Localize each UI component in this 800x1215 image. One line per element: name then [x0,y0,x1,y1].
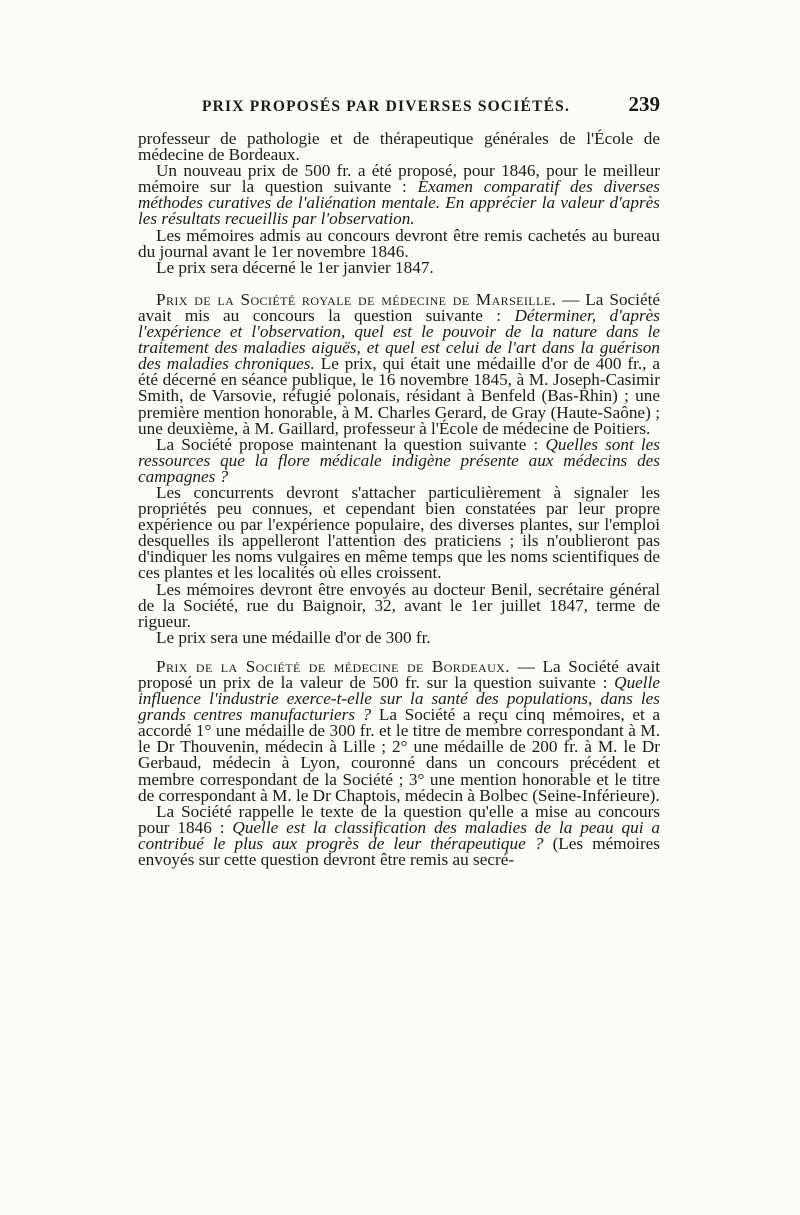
italic-text: Quelle influence l'industrie exerce-t-elle sur la santé des populations, dans les grands centres manufacturiers ? [138,673,660,725]
running-title: PRIX PROPOSÉS PAR DIVERSES SOCIÉTÉS. [202,98,571,115]
text-run: Le prix, qui était une médaille d'or de 400 fr., a été décerné en séance publique, le 16 novembre 1845, à M. Joseph-Casimir Smith, de Varsovie, réfugié polonais, résidant à Benfeld (Bas-Rhin) ; une première mention honorable, à M. Charles Gerard, de Gray (Haute-Saône) ; une deuxième, à M. Gaillard, professeur à l'École de médecine de Poitiers. [138,354,660,438]
section-marseille [138,289,660,438]
text-run: Le prix sera une médaille d'or de 300 fr. [156,627,431,647]
paragraph [138,482,660,583]
text-run: Les concurrents devront s'attacher particulièrement à signaler les propriétés peu connues, et cependant bien constatées par leur propre expérience ou par l'expérience populaire, des diverses plantes, sur l'emploi desquelles ils appelleront l'attention des praticiens ; ils n'oublieront pas d'indiquer les noms vulgaires en même temps que les noms scientifiques de ces plantes et les localités où elles croissent. [138,482,660,583]
paragraph [138,225,660,261]
paragraph [138,131,660,163]
italic-text: Examen comparatif des diverses méthodes curatives de l'aliénation mentale. En apprécier la valeur d'après les résultats recueillis par l'observation. [138,177,660,229]
text-run: La Société rappelle le texte de la question qu'elle a mise au concours pour 1846 : [138,801,660,837]
text-run: — La Société avait mis au concours la question suivante : [138,289,660,325]
body-text [138,131,660,868]
paragraph [138,627,660,647]
page-number: 239 [628,92,660,116]
paragraph [138,579,660,631]
italic-text: Quelles sont les ressources que la flore médicale indigène présente aux médecins des campagnes ? [138,434,660,486]
paragraph [138,801,661,870]
text-run: Les mémoires admis au concours devront être remis cachetés au bureau du journal avant le 1er novembre 1846. [138,225,660,261]
running-head [140,92,660,122]
text-run: La Société propose maintenant la question suivante : [156,434,546,454]
text-run: Les mémoires devront être envoyés au docteur Benil, secrétaire général de la Société, rue du Baignoir, 32, avant le 1er juillet 1847, terme de rigueur. [138,579,660,631]
section-heading: Prix de la Société royale de médecine de Marseille. [156,289,557,309]
text-run: La Société a reçu cinq mémoires, et a accordé 1° une médaille de 300 fr. et le titre de membre correspondant à M. le Dr Thouvenin, médecin à Lille ; 2° une médaille de 200 fr. à M. le Dr Gerbaud, médecin à Lyon, couronné dans un concours précédent et membre correspondant de la Société ; 3° une mention honorable et le titre de correspondant à M. le Dr Chaptois, médecin à Bolbec (Seine-Inférieure). [138,705,660,805]
italic-text: Quelle est la classification des maladies de la peau qui a contribué le plus aux progrès de leur thérapeutique ? [138,817,661,853]
paragraph [138,434,660,486]
text-run: Le prix sera décerné le 1er janvier 1847. [156,257,434,277]
text-run: Un nouveau prix de 500 fr. a été proposé, pour 1846, pour le meilleur mémoire sur la question suivante : [138,161,660,197]
text-run: — La Société avait proposé un prix de la valeur de 500 fr. sur la question suivante : [138,656,660,692]
text-run: professeur de pathologie et de thérapeutique générales de l'École de médecine de Bordeaux. [138,129,660,165]
paragraph [138,163,660,227]
section-heading: Prix de la Société de médecine de Bordeaux. [156,656,510,676]
italic-text: Déterminer, d'après l'expérience et l'observation, quel est le pouvoir de la nature dans le traitement des maladies aiguës, et quel est celui de l'art dans la guérison des maladies chroniques. [138,305,660,374]
paragraph [138,257,660,277]
section-bordeaux [138,656,660,805]
text-run: (Les mémoires envoyés sur cette question devront être remis au secré- [138,833,660,870]
